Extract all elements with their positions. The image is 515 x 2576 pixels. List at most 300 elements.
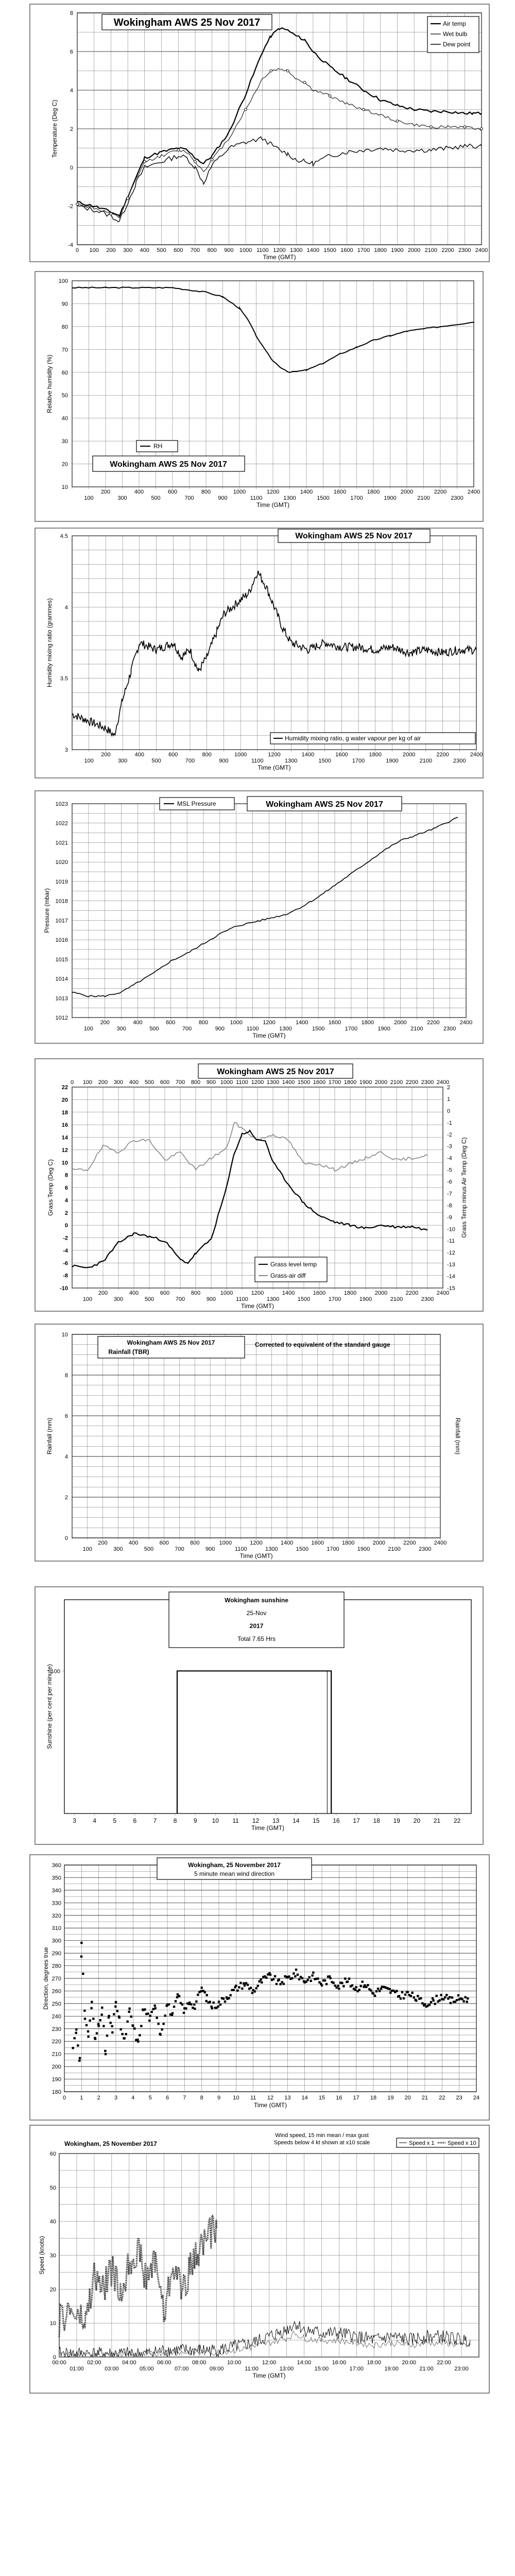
- x-tick-label: 1200: [250, 1540, 263, 1546]
- x-tick-label: 2400: [467, 489, 480, 495]
- x-tick-label: 9: [217, 2095, 221, 2101]
- legend-label: Grass level temp: [270, 1261, 317, 1268]
- x-top-tick-label: 1400: [282, 1079, 295, 1086]
- data-point: [272, 1978, 274, 1980]
- y-tick-label: 1021: [55, 840, 68, 846]
- x-tick-label: 1700: [350, 495, 363, 501]
- y-tick-label: 18: [61, 1109, 68, 1116]
- data-point: [229, 1994, 231, 1996]
- y-tick-label: 290: [52, 1951, 61, 1957]
- data-point: [178, 1995, 180, 1997]
- data-point: [310, 1980, 312, 1982]
- x-tick-label: 03:00: [105, 2366, 119, 2372]
- x-top-tick-label: 1600: [313, 1079, 326, 1086]
- x-tick-label: 5: [113, 1817, 117, 1824]
- data-point: [282, 1982, 284, 1985]
- data-point: [250, 1987, 252, 1989]
- x-tick-label: 1900: [357, 1546, 370, 1552]
- data-point: [432, 1999, 434, 2002]
- data-point: [209, 2001, 211, 2003]
- x-tick-label: 2300: [421, 1296, 434, 1302]
- sunshine-chart: [46, 1592, 471, 1832]
- data-point: [73, 2037, 75, 2039]
- y-tick-label: 60: [49, 2151, 56, 2157]
- x-tick-label: 900: [224, 247, 234, 253]
- x-tick-label: 1900: [359, 1296, 372, 1302]
- data-point: [434, 2003, 436, 2005]
- x-top-tick-label: 1000: [220, 1079, 233, 1086]
- x-tick-label: 1400: [300, 489, 313, 495]
- data-point: [219, 2004, 221, 2006]
- x-top-tick-label: 100: [82, 1079, 93, 1086]
- x-tick-label: 300: [117, 495, 127, 501]
- x-tick-label: 400: [129, 1290, 139, 1296]
- x-tick-label: 100: [84, 758, 94, 764]
- data-point: [358, 1989, 360, 1991]
- data-point: [344, 1977, 346, 1979]
- y-tick-label: 80: [61, 324, 68, 330]
- data-point: [375, 1990, 377, 1992]
- y-tick-label: 60: [61, 369, 68, 376]
- y-tick-label: 10: [61, 1332, 68, 1338]
- x-tick-label: 6: [133, 1817, 137, 1824]
- x-top-tick-label: 0: [70, 1079, 74, 1086]
- data-point: [354, 1989, 356, 1991]
- data-point: [193, 2004, 195, 2006]
- x-tick-label: 100: [89, 247, 99, 253]
- x-tick-label: 1700: [328, 1296, 341, 1302]
- x-tick-label: 24: [473, 2095, 480, 2101]
- x-tick-label: 1500: [297, 1296, 311, 1302]
- y-tick-label: 320: [52, 1912, 61, 1919]
- data-point: [153, 2005, 156, 2007]
- data-point: [90, 2007, 92, 2009]
- x-tick-label: 1600: [328, 1020, 341, 1026]
- x-tick-label: 2000: [400, 489, 414, 495]
- data-point: [154, 2007, 156, 2009]
- x-tick-label: 600: [167, 489, 178, 495]
- y-tick-label: 8: [64, 1372, 68, 1379]
- x-tick-label: 2400: [436, 1290, 450, 1296]
- y2-tick-label: -6: [447, 1179, 452, 1185]
- data-point: [80, 1955, 82, 1957]
- data-point: [308, 1976, 310, 1978]
- y-tick-label: -2: [63, 1235, 68, 1242]
- x-tick-label: 4: [93, 1817, 97, 1824]
- y-tick-label: 0: [64, 1535, 68, 1541]
- x-tick-label: 2100: [388, 1546, 401, 1552]
- x-tick-label: 7: [183, 2095, 186, 2101]
- data-point: [217, 2005, 219, 2007]
- data-point: [462, 2000, 465, 2002]
- x-top-tick-label: 1900: [359, 1079, 372, 1086]
- data-point: [420, 1997, 422, 1999]
- y-tick-label: 90: [61, 301, 68, 308]
- chart-title: Wokingham AWS 25 Nov 2017: [295, 532, 413, 540]
- data-point: [338, 1988, 340, 1990]
- legend-label: Dew point: [443, 41, 471, 48]
- data-point: [108, 2015, 110, 2017]
- y-tick-label: 12: [61, 1147, 68, 1154]
- data-point: [128, 2011, 130, 2013]
- x-tick-label: 14: [301, 2095, 308, 2101]
- data-point-wet-bulb: [177, 149, 180, 151]
- y2-tick-label: -10: [447, 1226, 455, 1233]
- x-tick-label: 100: [82, 1296, 93, 1302]
- x-tick-label: 1500: [318, 758, 331, 764]
- x-tick-label: 600: [159, 1540, 169, 1546]
- y2-tick-label: -5: [447, 1167, 452, 1174]
- data-point: [222, 1997, 225, 1999]
- data-point: [79, 2057, 81, 2059]
- x-tick-label: 1800: [374, 247, 387, 253]
- data-point: [288, 1975, 290, 1977]
- data-point: [181, 2003, 183, 2005]
- y-axis-label: Pressure (mbar): [43, 888, 50, 933]
- y-tick-label: 0: [70, 165, 73, 171]
- data-point: [467, 1997, 469, 1999]
- data-point: [401, 1991, 403, 1993]
- data-point: [457, 1994, 459, 1996]
- data-point: [148, 2020, 150, 2022]
- y2-tick-label: -11: [447, 1238, 455, 1245]
- x-tick-label: 800: [201, 489, 211, 495]
- x-tick-label: 15: [313, 1817, 320, 1824]
- x-tick-label: 21: [421, 2095, 428, 2101]
- data-point: [321, 1984, 323, 1986]
- chart-title: Wokingham, 25 November 2017: [64, 2140, 157, 2147]
- y-tick-label: -4: [63, 1247, 68, 1254]
- data-point: [123, 2037, 125, 2039]
- data-point: [311, 1974, 313, 1976]
- y-tick-label: 40: [49, 2218, 56, 2225]
- data-point: [84, 2018, 86, 2020]
- y-axis-label: Relative humidity (%): [46, 354, 53, 413]
- data-point: [111, 2025, 113, 2027]
- data-point: [351, 1984, 353, 1986]
- data-point: [261, 1981, 263, 1984]
- data-point: [244, 1984, 246, 1986]
- x-tick-label: 2100: [419, 758, 433, 764]
- x-tick-label: 15: [318, 2095, 325, 2101]
- y-tick-label: 4.5: [60, 533, 68, 539]
- x-tick-label: 06:00: [157, 2360, 171, 2366]
- data-point: [265, 1977, 267, 1979]
- x-tick-label: 09:00: [209, 2366, 224, 2372]
- data-point: [374, 1995, 376, 1997]
- x-tick-label: 1200: [263, 1020, 276, 1026]
- x-tick-label: 2300: [451, 495, 464, 501]
- x-tick-label: 8: [200, 2095, 203, 2101]
- chart-title: Wokingham AWS 25 Nov 2017: [110, 460, 227, 469]
- x-tick-label: 4: [131, 2095, 135, 2101]
- x-tick-label: 800: [202, 752, 212, 758]
- data-point-wet-bulb: [127, 197, 129, 200]
- data-point: [132, 2025, 134, 2027]
- y-tick-label: 6: [64, 1185, 68, 1191]
- data-point: [205, 1994, 208, 1996]
- data-point: [114, 2006, 116, 2008]
- x-tick-label: 11: [250, 2095, 256, 2101]
- x-tick-label: 2000: [407, 247, 421, 253]
- data-point: [294, 1975, 296, 1977]
- x-tick-label: 500: [144, 1546, 154, 1552]
- y-axis-label: Humidity mixing ratio (grammes): [46, 598, 53, 687]
- y2-tick-label: -7: [447, 1191, 452, 1197]
- x-tick-label: 2200: [427, 1020, 440, 1026]
- x-top-tick-label: 500: [144, 1079, 154, 1086]
- x-tick-label: 400: [128, 1540, 139, 1546]
- data-point: [278, 1978, 280, 1980]
- x-tick-label: 700: [175, 1546, 184, 1552]
- x-tick-label: 1500: [317, 495, 330, 501]
- x-tick-label: 07:00: [174, 2366, 189, 2372]
- x-tick-label: 14:00: [297, 2360, 312, 2366]
- data-point-wet-bulb: [430, 126, 432, 128]
- wind-speed-chart: [38, 2132, 479, 2379]
- x-tick-label: 2200: [441, 247, 454, 253]
- data-point: [94, 2038, 96, 2040]
- y-tick-label: 1014: [55, 976, 68, 982]
- x-tick-label: 18:00: [367, 2360, 382, 2366]
- x-tick-label: 200: [100, 1020, 110, 1026]
- y-tick-label: 30: [49, 2252, 56, 2259]
- x-tick-label: 800: [191, 1290, 201, 1296]
- x-tick-label: 500: [157, 247, 166, 253]
- data-point: [449, 1996, 451, 1998]
- y-tick-label: 280: [52, 1963, 61, 1970]
- x-axis-label: Time (GMT): [252, 2372, 286, 2379]
- data-point: [173, 2006, 175, 2008]
- x-tick-label: 600: [168, 752, 178, 758]
- y-tick-label: 240: [52, 2013, 61, 2020]
- data-point: [424, 2003, 426, 2005]
- data-point: [440, 1994, 442, 1996]
- data-point: [82, 1973, 84, 1975]
- y-tick-label: 260: [52, 1988, 61, 1995]
- x-tick-label: 2100: [410, 1026, 423, 1032]
- data-point: [80, 1942, 82, 1944]
- data-point-wet-bulb: [245, 108, 247, 111]
- data-point: [398, 1995, 400, 1997]
- x-tick-label: 3: [73, 1817, 76, 1824]
- x-tick-label: 900: [206, 1296, 216, 1302]
- x-tick-label: 08:00: [192, 2360, 207, 2366]
- wind-direction-chart: [42, 1858, 479, 2109]
- data-point: [444, 1996, 446, 1998]
- y-tick-label: 4: [64, 1197, 68, 1204]
- data-point: [247, 1984, 249, 1986]
- data-point: [377, 1988, 379, 1990]
- data-point-wet-bulb: [303, 81, 306, 84]
- x-tick-label: 2300: [443, 1026, 456, 1032]
- y2-tick-label: -12: [447, 1250, 455, 1257]
- x-tick-label: 14: [293, 1817, 300, 1824]
- x-tick-label: 2000: [402, 752, 416, 758]
- y-tick-label: 340: [52, 1887, 61, 1894]
- legend-label: MSL Pressure: [177, 800, 216, 807]
- x-tick-label: 1500: [312, 1026, 325, 1032]
- y-tick-label: 30: [61, 438, 68, 445]
- x-tick-label: 1400: [296, 1020, 308, 1026]
- chart-subtitle: Rainfall (TBR): [108, 1348, 149, 1355]
- x-tick-label: 18: [373, 1817, 380, 1824]
- x-tick-label: 400: [133, 1020, 143, 1026]
- data-point: [236, 1990, 238, 1992]
- data-point: [185, 2007, 187, 2009]
- data-point: [241, 1988, 243, 1990]
- data-point: [119, 2028, 122, 2030]
- y-tick-label: -2: [68, 204, 73, 210]
- y-tick-label: 190: [52, 2076, 61, 2083]
- data-point: [415, 1999, 417, 2002]
- y-axis-label: Direction, degrees true: [42, 1947, 49, 2010]
- data-point: [83, 2010, 85, 2012]
- x-tick-label: 11:00: [245, 2366, 259, 2372]
- y-tick-label: 20: [49, 2286, 56, 2293]
- data-point: [192, 2007, 194, 2009]
- data-point: [99, 2019, 101, 2021]
- y-tick-label: 0: [53, 2354, 56, 2361]
- x-tick-label: 1900: [391, 247, 404, 253]
- data-point: [276, 1983, 278, 1985]
- x-tick-label: 10: [212, 1817, 219, 1824]
- data-point: [435, 1995, 437, 1997]
- x-axis-label: Time (GMT): [241, 1302, 274, 1310]
- data-point: [461, 1998, 463, 2000]
- x-tick-label: 21:00: [419, 2366, 434, 2372]
- data-point-wet-bulb: [270, 70, 272, 72]
- data-point: [337, 1985, 339, 1987]
- x-tick-label: 8: [173, 1817, 177, 1824]
- data-point: [176, 1996, 178, 1998]
- x-tick-label: 900: [215, 1026, 225, 1032]
- x-tick-label: 1800: [369, 752, 382, 758]
- data-point-wet-bulb: [480, 128, 483, 130]
- data-point-wet-bulb: [211, 159, 213, 161]
- data-point: [297, 1974, 299, 1976]
- data-point-wet-bulb: [143, 160, 146, 163]
- data-point: [144, 2008, 146, 2010]
- x-tick-label: 700: [184, 495, 194, 501]
- x-tick-label: 900: [218, 495, 228, 501]
- x-tick-label: 20:00: [402, 2360, 416, 2366]
- data-point: [126, 2021, 128, 2023]
- data-point: [195, 2001, 197, 2003]
- y-tick-label: 14: [61, 1134, 68, 1141]
- legend-label: Grass-air diff: [270, 1272, 306, 1279]
- x-tick-label: 1000: [230, 1020, 243, 1026]
- x-tick-label: 1000: [220, 1290, 233, 1296]
- chart-subtitle: Wind speed, 15 min mean / max gust: [275, 2132, 369, 2139]
- data-point: [128, 2007, 130, 2009]
- data-point: [291, 1977, 293, 1979]
- y-tick-label: 180: [52, 2089, 61, 2095]
- data-point: [341, 1982, 343, 1984]
- data-point-wet-bulb: [76, 203, 79, 206]
- data-point: [342, 1985, 345, 1987]
- x-axis-label: Time (GMT): [256, 501, 290, 509]
- x-tick-label: 1500: [296, 1546, 309, 1552]
- data-point: [77, 2044, 79, 2046]
- data-point: [203, 1991, 205, 1993]
- y-tick-label: 3.5: [60, 675, 68, 682]
- x-tick-label: 500: [151, 495, 161, 501]
- y-tick-label: 200: [52, 2064, 61, 2071]
- data-point: [197, 1994, 199, 1996]
- x-tick-label: 1600: [313, 1290, 326, 1296]
- x-tick-label: 1800: [342, 1540, 355, 1546]
- x-tick-label: 2100: [417, 495, 430, 501]
- y-tick-label: 6: [70, 49, 73, 55]
- x-tick-label: 10:00: [227, 2360, 242, 2366]
- y-tick-label: 40: [61, 415, 68, 422]
- x-tick-label: 2400: [470, 752, 483, 758]
- x-tick-label: 1300: [289, 247, 303, 253]
- y2-tick-label: 2: [447, 1084, 451, 1091]
- x-top-tick-label: 400: [129, 1079, 139, 1086]
- y-tick-label: 50: [61, 393, 68, 399]
- y-tick-label: 2: [70, 126, 73, 132]
- data-point: [274, 1975, 276, 1977]
- x-tick-label: 200: [106, 247, 116, 253]
- y-tick-label: 8: [64, 1172, 68, 1179]
- data-point: [212, 2002, 214, 2004]
- x-tick-label: 16:00: [332, 2360, 347, 2366]
- x-top-tick-label: 2200: [405, 1079, 419, 1086]
- chart-note: Corrected to equivalent of the standard gauge: [255, 1341, 390, 1348]
- data-point-wet-bulb: [396, 120, 399, 123]
- y-tick-label: 100: [58, 278, 68, 284]
- data-point: [85, 2024, 88, 2026]
- chart-title: Wokingham, 25 November 2017: [188, 1861, 281, 1869]
- data-point: [379, 1990, 381, 1992]
- x-tick-label: 13:00: [279, 2366, 294, 2372]
- y-tick-label: 1013: [55, 995, 68, 1002]
- x-top-tick-label: 2100: [390, 1079, 403, 1086]
- y2-tick-label: 0: [447, 1108, 451, 1114]
- x-tick-label: 23: [456, 2095, 462, 2101]
- y-tick-label: 10: [49, 2320, 56, 2327]
- x-tick-label: 12:00: [262, 2360, 277, 2366]
- data-point: [137, 2040, 139, 2042]
- data-point: [301, 1977, 303, 1979]
- data-point: [445, 1994, 448, 1996]
- x-top-tick-label: 1800: [344, 1079, 357, 1086]
- y-tick-label: 220: [52, 2039, 61, 2045]
- data-point-wet-bulb: [286, 70, 289, 72]
- data-point: [224, 2001, 226, 2003]
- x-top-tick-label: 300: [113, 1079, 124, 1086]
- data-point: [150, 2011, 152, 2013]
- data-point: [361, 1980, 363, 1982]
- x-tick-label: 2200: [403, 1540, 416, 1546]
- x-tick-label: 1900: [377, 1026, 390, 1032]
- y-tick-label: 8: [70, 10, 73, 16]
- y-tick-label: -6: [63, 1260, 68, 1267]
- data-point: [171, 2012, 174, 2014]
- chart-title: Wokingham AWS 25 Nov 2017: [127, 1339, 215, 1346]
- x-top-tick-label: 1100: [236, 1079, 248, 1086]
- y-tick-label: 1016: [55, 937, 68, 944]
- y2-tick-label: -3: [447, 1143, 452, 1150]
- x-tick-label: 1700: [357, 247, 370, 253]
- x-tick-label: 5: [148, 2095, 152, 2101]
- x-top-tick-label: 1700: [328, 1079, 341, 1086]
- pressure-chart: [43, 796, 472, 1039]
- data-point: [140, 2025, 142, 2027]
- data-point: [116, 2010, 118, 2012]
